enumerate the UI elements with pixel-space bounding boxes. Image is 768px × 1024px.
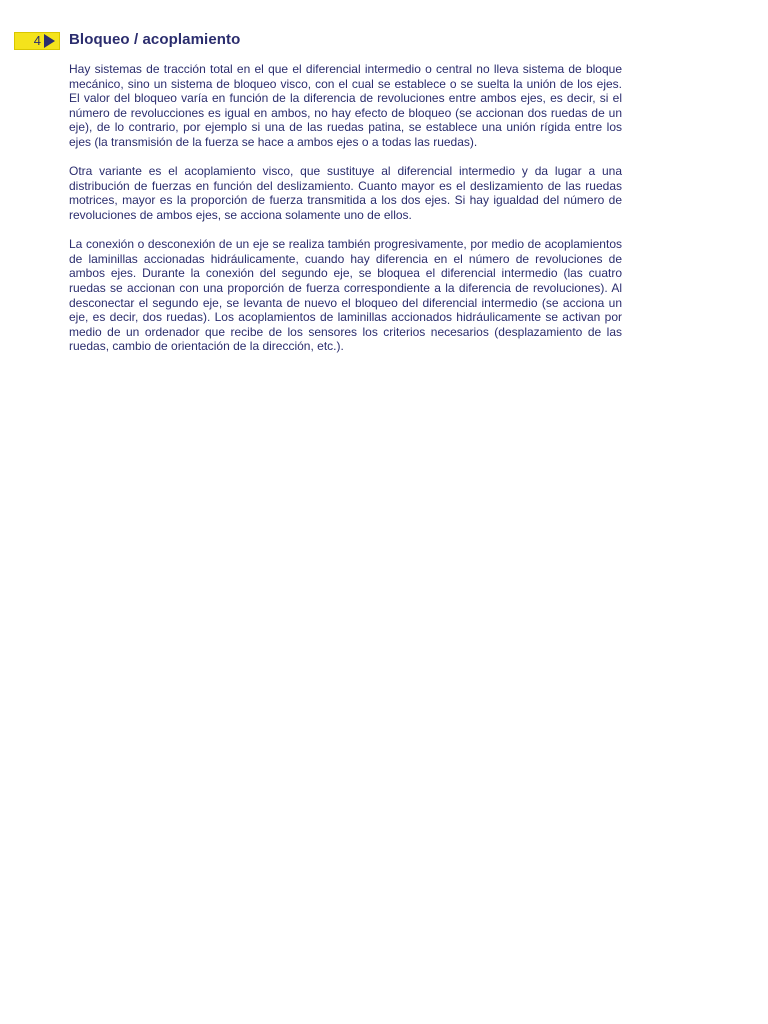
play-triangle-icon [44,34,55,48]
body-text [69,62,622,368]
paragraph-acoplamiento-visco: Otra variante es el acoplamiento visco, que sustituye al diferencial intermedio y da lugar a una distribución de fuerzas en función del deslizamiento. Cuanto mayor es el deslizamiento de las ruedas motrices, mayor es la proporción de fuerza transmitida a los dos ejes. Si hay igualdad del número de revoluciones de ambos ejes, se acciona solamente uno de ellos. [69,164,622,222]
paragraph-bloqueo-visco: Hay sistemas de tracción total en el que el diferencial intermedio o central no lleva sistema de bloque mecánico, sino un sistema de bloqueo visco, con el cual se establece o se suelta la unión de los ejes. El valor del bloqueo varía en función de la diferencia de revoluciones entre ambos ejes, es decir, si el número de revolucciones es igual en ambos, no hay efecto de bloqueo (se accionan dos ruedas de un eje), de lo contrario, por ejemplo si una de las ruedas patina, se establece una unión rígida entre los ejes (la transmisión de la fuerza se hace a ambos ejes o a todas las ruedas). [69,62,622,149]
section-title: Bloqueo / acoplamiento [69,31,241,48]
section-number-badge [14,32,60,50]
section-number: 4 [33,33,41,48]
paragraph-acoplamientos-laminillas: La conexión o desconexión de un eje se realiza también progresivamente, por medio de acoplamientos de laminillas accionadas hidráulicamente, cuando hay diferencia en el número de revoluciones de ambos ejes. Durante la conexión del segundo eje, se bloquea el diferencial intermedio (las cuatro ruedas se accionan con una proporción de fuerza correspondiente a la diferencia de revoluciones). Al desconectar el segundo eje, se levanta de nuevo el bloqueo del diferencial intermedio (se acciona un eje, es decir, dos ruedas). Los acoplamientos de laminillas accionados hidráulicamente se activan por medio de un ordenador que recibe de los sensores los criterios necesarios (desplazamiento de las ruedas, cambio de orientación de la dirección, etc.). [69,237,622,354]
